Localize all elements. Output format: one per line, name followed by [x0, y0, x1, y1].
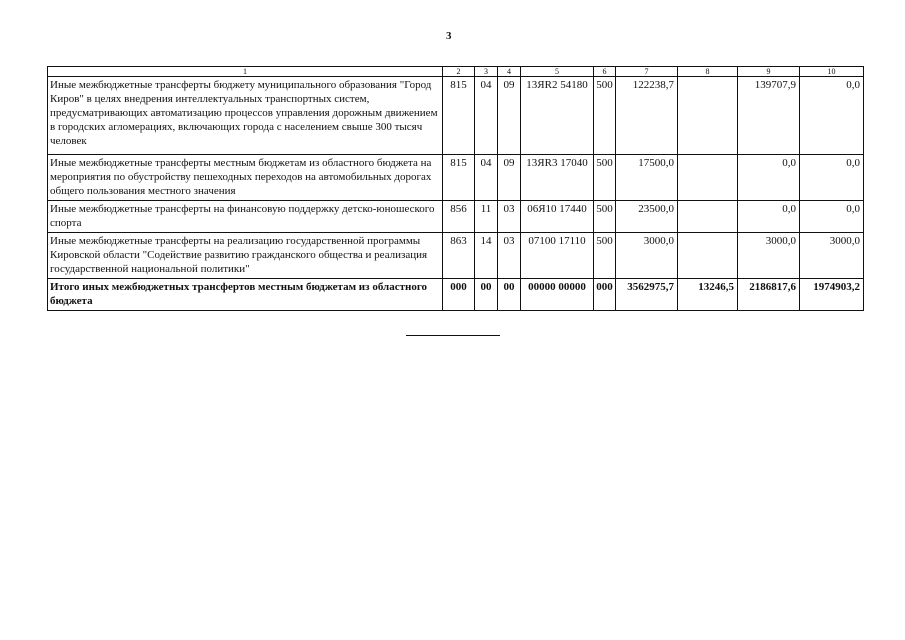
cell-col9: 0,0	[738, 201, 800, 233]
cell-col4: 09	[498, 77, 521, 155]
row-description: Иные межбюджетные трансферты на финансовую поддержку детско-юношеского спорта	[48, 201, 443, 233]
cell-col7: 23500,0	[616, 201, 678, 233]
cell-col2: 815	[443, 77, 475, 155]
cell-col6: 500	[594, 201, 616, 233]
cell-col9: 3000,0	[738, 233, 800, 279]
cell-col2: 000	[443, 279, 475, 311]
row-description: Иные межбюджетные трансферты местным бюджетам из областного бюджета на мероприятия по обустройству пешеходных переходов на автомобильных дорогах общего пользования местного значения	[48, 155, 443, 201]
cell-col4: 00	[498, 279, 521, 311]
column-index: 4	[498, 67, 521, 77]
column-index: 5	[521, 67, 594, 77]
column-index: 3	[475, 67, 498, 77]
column-index-row	[48, 67, 864, 77]
cell-col9: 2186817,6	[738, 279, 800, 311]
cell-col4: 03	[498, 201, 521, 233]
cell-col7: 3562975,7	[616, 279, 678, 311]
column-index: 1	[48, 67, 443, 77]
cell-col6: 500	[594, 233, 616, 279]
column-index: 10	[800, 67, 864, 77]
total-description: Итого иных межбюджетных трансфертов местным бюджетам из областного бюджета	[48, 279, 443, 311]
cell-col7: 122238,7	[616, 77, 678, 155]
cell-col2: 863	[443, 233, 475, 279]
cell-col8	[678, 155, 738, 201]
cell-col5: 07100 17110	[521, 233, 594, 279]
cell-col10: 0,0	[800, 201, 864, 233]
cell-col3: 11	[475, 201, 498, 233]
cell-col2: 815	[443, 155, 475, 201]
cell-col5: 00000 00000	[521, 279, 594, 311]
cell-col8	[678, 77, 738, 155]
cell-col7: 3000,0	[616, 233, 678, 279]
table-row	[48, 233, 864, 279]
cell-col3: 04	[475, 155, 498, 201]
cell-col10: 0,0	[800, 77, 864, 155]
budget-table	[47, 66, 864, 311]
cell-col10: 3000,0	[800, 233, 864, 279]
cell-col9: 0,0	[738, 155, 800, 201]
cell-col6: 500	[594, 155, 616, 201]
row-description: Иные межбюджетные трансферты на реализацию государственной программы Кировской области "Содействие развитию гражданского общества и реализация государственной национальной политики"	[48, 233, 443, 279]
cell-col10: 0,0	[800, 155, 864, 201]
cell-col3: 00	[475, 279, 498, 311]
cell-col8: 13246,5	[678, 279, 738, 311]
table-row	[48, 201, 864, 233]
column-index: 7	[616, 67, 678, 77]
cell-col5: 06Я10 17440	[521, 201, 594, 233]
cell-col5: 13ЯR3 17040	[521, 155, 594, 201]
column-index: 2	[443, 67, 475, 77]
cell-col4: 03	[498, 233, 521, 279]
column-index: 9	[738, 67, 800, 77]
cell-col4: 09	[498, 155, 521, 201]
page-number: 3	[446, 30, 452, 42]
cell-col2: 856	[443, 201, 475, 233]
table-row	[48, 77, 864, 155]
cell-col9: 139707,9	[738, 77, 800, 155]
column-index: 8	[678, 67, 738, 77]
cell-col3: 14	[475, 233, 498, 279]
cell-col6: 500	[594, 77, 616, 155]
cell-col8	[678, 233, 738, 279]
cell-col6: 000	[594, 279, 616, 311]
total-row	[48, 279, 864, 311]
cell-col8	[678, 201, 738, 233]
column-index: 6	[594, 67, 616, 77]
row-description: Иные межбюджетные трансферты бюджету муниципального образования "Город Киров" в целях внедрения интеллектуальных транспортных систем, предусматривающих автоматизацию процессов управления дорожным движением в городских агломерациях, включающих города с населением свыше 300 тысяч человек	[48, 77, 443, 155]
cell-col5: 13ЯR2 54180	[521, 77, 594, 155]
cell-col10: 1974903,2	[800, 279, 864, 311]
cell-col7: 17500,0	[616, 155, 678, 201]
table-row	[48, 155, 864, 201]
cell-col3: 04	[475, 77, 498, 155]
divider-line	[406, 335, 500, 336]
